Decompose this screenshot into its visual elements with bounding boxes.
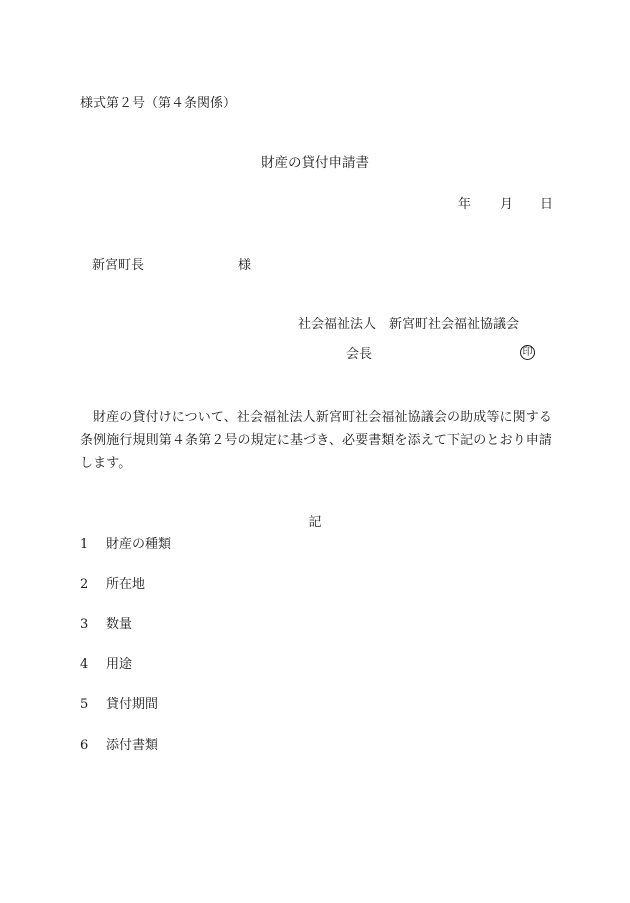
item-label: 数量 (106, 617, 133, 632)
applicant-title: 会長 (346, 347, 373, 362)
item-label: 添付書類 (106, 738, 159, 753)
item-label: 所在地 (106, 577, 146, 592)
item-number: 6 (80, 738, 89, 753)
item-label: 用途 (106, 657, 133, 672)
list-item-quantity (80, 618, 132, 631)
application-body-text: 財産の貸付けについて、社会福祉法人新宮町社会福祉協議会の助成等に関する条例施行規則第４条第２号の規定に基づき、必要書類を添えて下記のとおり申請します。 (80, 410, 552, 471)
item-number: 1 (80, 537, 89, 552)
addressee-name: 新宮町長 (92, 258, 145, 273)
item-number: 4 (80, 657, 89, 672)
date-month-label: 月 (500, 197, 514, 212)
document-title: 財産の貸付申請書 (261, 155, 369, 171)
list-item-purpose (80, 658, 132, 671)
date-day-label: 日 (540, 197, 554, 212)
form-number: 様式第２号（第４条関係） (80, 96, 237, 111)
date-year-label: 年 (458, 197, 472, 212)
list-item-location (80, 578, 145, 591)
item-label: 貸付期間 (106, 697, 159, 712)
item-number: 3 (80, 617, 89, 632)
item-label: 財産の種類 (106, 537, 172, 552)
ki-heading: 記 (308, 515, 322, 530)
applicant-organization: 社会福祉法人 新宮町社会福祉協議会 (298, 317, 520, 332)
item-number: 5 (80, 697, 89, 712)
seal-mark: 印 (520, 345, 535, 360)
list-item-attachments (80, 739, 158, 752)
list-item-lending-period (80, 698, 158, 711)
list-item-property-type (80, 538, 171, 551)
item-number: 2 (80, 577, 89, 592)
addressee-honorific: 様 (238, 258, 252, 273)
